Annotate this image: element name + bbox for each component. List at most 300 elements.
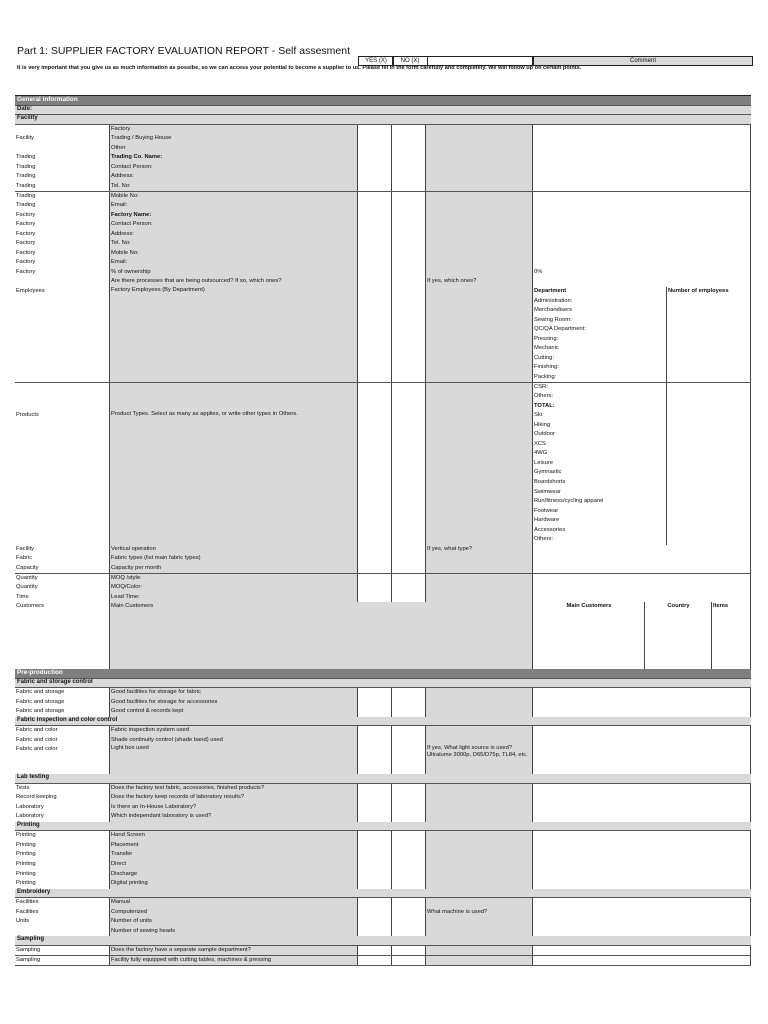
comment-input[interactable] [533, 554, 751, 564]
question-cell: Mobile No: [110, 192, 358, 202]
no-checkbox[interactable] [392, 287, 426, 297]
count-input[interactable] [667, 306, 751, 316]
category-cell [15, 659, 110, 669]
comment-input[interactable] [533, 803, 751, 813]
yes-checkbox[interactable] [358, 707, 392, 717]
no-checkbox[interactable] [392, 306, 426, 316]
no-checkbox[interactable] [392, 927, 426, 937]
comment-input[interactable] [533, 277, 751, 287]
comment-input[interactable] [533, 812, 751, 822]
no-checkbox[interactable] [392, 726, 426, 736]
no-checkbox[interactable] [392, 297, 426, 307]
comment-input[interactable] [533, 870, 751, 880]
no-checkbox[interactable] [392, 144, 426, 154]
yes-checkbox[interactable] [358, 211, 392, 221]
no-checkbox[interactable] [392, 564, 426, 574]
comment-input[interactable] [533, 192, 751, 202]
question-cell [110, 363, 358, 373]
question-cell: Contact Person: [110, 220, 358, 230]
no-checkbox[interactable] [392, 526, 426, 536]
count-input[interactable] [667, 325, 751, 335]
count-input[interactable] [667, 354, 751, 364]
no-checkbox[interactable] [392, 411, 426, 421]
category-cell [15, 421, 110, 431]
yes-checkbox[interactable] [358, 383, 392, 393]
subsection-header: Facility [15, 115, 751, 125]
comment-input[interactable] [533, 860, 751, 870]
yes-checkbox[interactable] [358, 850, 392, 860]
comment-input[interactable] [533, 908, 751, 918]
country-input[interactable] [645, 621, 712, 631]
no-checkbox[interactable] [392, 956, 426, 966]
category-cell [15, 631, 110, 641]
items-input[interactable] [712, 621, 751, 631]
comment-input[interactable] [533, 230, 751, 240]
yes-checkbox[interactable] [358, 373, 392, 383]
yes-checkbox[interactable] [358, 192, 392, 202]
no-checkbox[interactable] [392, 440, 426, 450]
list-item-label: 4WG [533, 449, 667, 459]
country-input[interactable] [645, 640, 712, 650]
category-cell: Facility [15, 134, 110, 144]
question-cell [110, 612, 533, 622]
comment-input[interactable] [533, 707, 751, 717]
no-checkbox[interactable] [392, 841, 426, 851]
count-input[interactable] [667, 459, 751, 469]
comment-input[interactable] [533, 153, 751, 163]
customer-input[interactable] [533, 612, 645, 622]
yes-checkbox[interactable] [358, 784, 392, 794]
items-input[interactable] [712, 612, 751, 622]
customer-input[interactable] [533, 650, 645, 660]
yes-checkbox[interactable] [358, 134, 392, 144]
no-checkbox[interactable] [392, 354, 426, 364]
question-cell: Factory Name: [110, 211, 358, 221]
comment-input[interactable] [533, 258, 751, 268]
no-checkbox[interactable] [392, 459, 426, 469]
yes-checkbox[interactable] [358, 287, 392, 297]
no-checkbox[interactable] [392, 898, 426, 908]
no-checkbox[interactable] [392, 277, 426, 287]
no-checkbox[interactable] [392, 698, 426, 708]
followup-cell [426, 239, 533, 249]
no-checkbox[interactable] [392, 879, 426, 889]
yes-checkbox[interactable] [358, 440, 392, 450]
country-input[interactable] [645, 631, 712, 641]
count-input[interactable] [667, 468, 751, 478]
yes-checkbox[interactable] [358, 946, 392, 956]
no-checkbox[interactable] [392, 220, 426, 230]
yes-checkbox[interactable] [358, 793, 392, 803]
no-checkbox[interactable] [392, 793, 426, 803]
no-checkbox[interactable] [392, 373, 426, 383]
no-checkbox[interactable] [392, 497, 426, 507]
comment-input[interactable] [533, 144, 751, 154]
no-checkbox[interactable] [392, 211, 426, 221]
yes-checkbox[interactable] [358, 459, 392, 469]
followup-cell [426, 125, 533, 135]
yes-checkbox[interactable] [358, 297, 392, 307]
yes-checkbox[interactable] [358, 182, 392, 192]
yes-checkbox[interactable] [358, 153, 392, 163]
yes-checkbox[interactable] [358, 841, 392, 851]
followup-cell [426, 593, 533, 603]
yes-checkbox[interactable] [358, 545, 392, 555]
count-input[interactable] [667, 392, 751, 402]
no-checkbox[interactable] [392, 917, 426, 927]
yes-checkbox[interactable] [358, 927, 392, 937]
no-checkbox[interactable] [392, 153, 426, 163]
question-cell [110, 383, 358, 393]
category-cell [15, 297, 110, 307]
followup-cell [426, 956, 533, 966]
comment-input[interactable] [533, 927, 751, 937]
yes-column-header: YES (X) [358, 56, 394, 66]
yes-checkbox[interactable] [358, 698, 392, 708]
no-checkbox[interactable] [392, 583, 426, 593]
yes-checkbox[interactable] [358, 831, 392, 841]
comment-input[interactable] [533, 249, 751, 259]
customer-input[interactable] [533, 659, 645, 669]
followup-cell [426, 449, 533, 459]
yes-checkbox[interactable] [358, 860, 392, 870]
followup-cell [426, 841, 533, 851]
yes-checkbox[interactable] [358, 258, 392, 268]
country-input[interactable] [645, 659, 712, 669]
followup-cell [426, 287, 533, 297]
no-checkbox[interactable] [392, 870, 426, 880]
yes-checkbox[interactable] [358, 507, 392, 517]
yes-checkbox[interactable] [358, 908, 392, 918]
count-input[interactable] [667, 421, 751, 431]
yes-checkbox[interactable] [358, 803, 392, 813]
count-input[interactable] [667, 478, 751, 488]
no-checkbox[interactable] [392, 688, 426, 698]
yes-checkbox[interactable] [358, 421, 392, 431]
yes-checkbox[interactable] [358, 688, 392, 698]
yes-checkbox[interactable] [358, 583, 392, 593]
category-cell: Factory [15, 230, 110, 240]
yes-checkbox[interactable] [358, 268, 392, 278]
yes-checkbox[interactable] [358, 363, 392, 373]
count-input[interactable] [667, 363, 751, 373]
no-checkbox[interactable] [392, 850, 426, 860]
comment-input[interactable] [533, 545, 751, 555]
comment-input[interactable] [533, 745, 751, 774]
comment-input[interactable] [533, 239, 751, 249]
followup-cell[interactable]: What machine is used? [426, 908, 533, 918]
items-input[interactable] [712, 640, 751, 650]
no-checkbox[interactable] [392, 516, 426, 526]
followup-cell [426, 812, 533, 822]
no-checkbox[interactable] [392, 392, 426, 402]
no-checkbox[interactable] [392, 478, 426, 488]
count-input[interactable] [667, 488, 751, 498]
yes-checkbox[interactable] [358, 316, 392, 326]
no-checkbox[interactable] [392, 344, 426, 354]
yes-checkbox[interactable] [358, 335, 392, 345]
yes-checkbox[interactable] [358, 325, 392, 335]
count-input[interactable] [667, 344, 751, 354]
yes-checkbox[interactable] [358, 516, 392, 526]
count-input[interactable] [667, 507, 751, 517]
category-cell [15, 507, 110, 517]
yes-checkbox[interactable] [358, 526, 392, 536]
yes-checkbox[interactable] [358, 239, 392, 249]
no-checkbox[interactable] [392, 803, 426, 813]
question-cell: Tel. No: [110, 239, 358, 249]
question-cell: Light box used [110, 745, 358, 774]
question-cell: Address: [110, 172, 358, 182]
comment-input[interactable] [533, 850, 751, 860]
yes-checkbox[interactable] [358, 449, 392, 459]
comment-input[interactable] [533, 574, 751, 584]
count-input[interactable] [667, 430, 751, 440]
items-input[interactable] [712, 659, 751, 669]
yes-checkbox[interactable] [358, 870, 392, 880]
comment-input[interactable] [533, 220, 751, 230]
count-input[interactable] [667, 316, 751, 326]
no-checkbox[interactable] [392, 239, 426, 249]
category-cell [15, 392, 110, 402]
followup-cell [426, 554, 533, 564]
comment-input[interactable] [533, 879, 751, 889]
no-checkbox[interactable] [392, 258, 426, 268]
no-checkbox[interactable] [392, 172, 426, 182]
count-input[interactable] [667, 440, 751, 450]
yes-checkbox[interactable] [358, 812, 392, 822]
no-checkbox[interactable] [392, 736, 426, 746]
yes-checkbox[interactable] [358, 535, 392, 545]
no-checkbox[interactable] [392, 812, 426, 822]
comment-input[interactable] [533, 831, 751, 841]
yes-checkbox[interactable] [358, 736, 392, 746]
no-checkbox[interactable] [392, 535, 426, 545]
comment-input[interactable] [533, 917, 751, 927]
table-row [15, 956, 751, 967]
no-checkbox[interactable] [392, 163, 426, 173]
yes-checkbox[interactable] [358, 306, 392, 316]
no-checkbox[interactable] [392, 182, 426, 192]
yes-checkbox[interactable] [358, 344, 392, 354]
count-input[interactable] [667, 402, 751, 412]
question-cell [110, 402, 358, 412]
followup-cell [426, 392, 533, 402]
comment-input[interactable] [533, 163, 751, 173]
no-checkbox[interactable] [392, 545, 426, 555]
yes-checkbox[interactable] [358, 478, 392, 488]
items-input[interactable] [712, 650, 751, 660]
country-input[interactable] [645, 612, 712, 622]
yes-checkbox[interactable] [358, 430, 392, 440]
category-cell [15, 144, 110, 154]
comment-input[interactable]: 0% [533, 268, 751, 278]
no-checkbox[interactable] [392, 383, 426, 393]
yes-checkbox[interactable] [358, 468, 392, 478]
comment-input[interactable] [533, 736, 751, 746]
no-checkbox[interactable] [392, 268, 426, 278]
yes-checkbox[interactable] [358, 497, 392, 507]
no-checkbox[interactable] [392, 363, 426, 373]
followup-cell [426, 172, 533, 182]
yes-checkbox[interactable] [358, 144, 392, 154]
no-checkbox[interactable] [392, 316, 426, 326]
yes-checkbox[interactable] [358, 125, 392, 135]
no-checkbox[interactable] [392, 430, 426, 440]
yes-checkbox[interactable] [358, 574, 392, 584]
customer-input[interactable] [533, 621, 645, 631]
count-input[interactable] [667, 516, 751, 526]
yes-checkbox[interactable] [358, 593, 392, 603]
yes-checkbox[interactable] [358, 201, 392, 211]
followup-cell[interactable]: If yes, What light source is used? Ultralume 3000p, D65/D75p, TL84, etc. [426, 745, 533, 774]
yes-checkbox[interactable] [358, 898, 392, 908]
no-checkbox[interactable] [392, 125, 426, 135]
list-item-label: Administration: [533, 297, 667, 307]
category-cell: Fabric and color [15, 726, 110, 736]
yes-checkbox[interactable] [358, 220, 392, 230]
followup-cell [426, 268, 533, 278]
count-input[interactable] [667, 373, 751, 383]
count-input[interactable] [667, 335, 751, 345]
section-header: General information [15, 96, 751, 106]
yes-checkbox[interactable] [358, 354, 392, 364]
no-checkbox[interactable] [392, 402, 426, 412]
subsection-header: Printing [15, 822, 751, 832]
followup-cell [426, 153, 533, 163]
no-checkbox[interactable] [392, 488, 426, 498]
comment-input[interactable] [533, 726, 751, 736]
count-input[interactable] [667, 411, 751, 421]
yes-checkbox[interactable] [358, 277, 392, 287]
comment-input[interactable] [533, 698, 751, 708]
category-cell: Trading [15, 201, 110, 211]
no-checkbox[interactable] [392, 574, 426, 584]
country-input[interactable] [645, 650, 712, 660]
followup-cell[interactable]: If yes, which ones? [426, 277, 533, 287]
comment-input[interactable] [533, 793, 751, 803]
yes-checkbox[interactable] [358, 554, 392, 564]
yes-checkbox[interactable] [358, 230, 392, 240]
no-checkbox[interactable] [392, 784, 426, 794]
category-cell [15, 927, 110, 937]
yes-checkbox[interactable] [358, 879, 392, 889]
category-cell: Printing [15, 860, 110, 870]
count-input[interactable] [667, 297, 751, 307]
yes-checkbox[interactable] [358, 172, 392, 182]
yes-checkbox[interactable] [358, 564, 392, 574]
category-cell [15, 516, 110, 526]
yes-checkbox[interactable] [358, 392, 392, 402]
followup-cell[interactable]: If yes, what type? [426, 545, 533, 555]
no-checkbox[interactable] [392, 449, 426, 459]
no-checkbox[interactable] [392, 335, 426, 345]
count-input[interactable] [667, 449, 751, 459]
yes-checkbox[interactable] [358, 402, 392, 412]
category-cell [15, 640, 110, 650]
comment-input[interactable] [533, 956, 751, 966]
comment-input[interactable] [533, 898, 751, 908]
no-checkbox[interactable] [392, 745, 426, 774]
no-checkbox[interactable] [392, 908, 426, 918]
comment-input[interactable] [533, 946, 751, 956]
no-checkbox[interactable] [392, 831, 426, 841]
yes-checkbox[interactable] [358, 488, 392, 498]
category-cell [15, 277, 110, 287]
yes-checkbox[interactable] [358, 411, 392, 421]
category-cell: Factory [15, 211, 110, 221]
list-item-label: Pressing: [533, 335, 667, 345]
followup-cell [426, 478, 533, 488]
comment-input[interactable] [533, 172, 751, 182]
followup-cell [426, 230, 533, 240]
followup-cell [426, 306, 533, 316]
customer-input[interactable] [533, 631, 645, 641]
question-cell: Discharge [110, 870, 358, 880]
question-cell [110, 440, 358, 450]
comment-input[interactable] [533, 211, 751, 221]
no-checkbox[interactable] [392, 421, 426, 431]
yes-checkbox[interactable] [358, 956, 392, 966]
yes-checkbox[interactable] [358, 745, 392, 774]
yes-checkbox[interactable] [358, 917, 392, 927]
comment-input[interactable] [533, 593, 751, 603]
no-checkbox[interactable] [392, 230, 426, 240]
comment-input[interactable] [533, 134, 751, 144]
category-cell [15, 335, 110, 345]
question-cell [110, 459, 358, 469]
followup-cell [426, 831, 533, 841]
items-input[interactable] [712, 631, 751, 641]
category-cell [15, 449, 110, 459]
question-cell: Lead Time: [110, 593, 358, 603]
yes-checkbox[interactable] [358, 249, 392, 259]
yes-checkbox[interactable] [358, 726, 392, 736]
comment-input[interactable] [533, 688, 751, 698]
comment-input[interactable] [533, 784, 751, 794]
comment-input[interactable] [533, 201, 751, 211]
question-cell: Fabric types (list main fabric types) [110, 554, 358, 564]
comment-input[interactable] [533, 841, 751, 851]
no-checkbox[interactable] [392, 201, 426, 211]
no-checkbox[interactable] [392, 249, 426, 259]
count-input[interactable] [667, 497, 751, 507]
no-checkbox[interactable] [392, 468, 426, 478]
no-checkbox[interactable] [392, 134, 426, 144]
count-input[interactable] [667, 526, 751, 536]
no-checkbox[interactable] [392, 192, 426, 202]
count-input[interactable] [667, 535, 751, 545]
no-checkbox[interactable] [392, 860, 426, 870]
no-checkbox[interactable] [392, 325, 426, 335]
yes-checkbox[interactable] [358, 163, 392, 173]
customer-input[interactable] [533, 640, 645, 650]
count-input[interactable] [667, 383, 751, 393]
no-checkbox[interactable] [392, 593, 426, 603]
no-checkbox[interactable] [392, 707, 426, 717]
no-checkbox[interactable] [392, 507, 426, 517]
question-cell: Other [110, 144, 358, 154]
department-header: Department [533, 287, 667, 297]
comment-input[interactable] [533, 583, 751, 593]
list-item-label: Ski [533, 411, 667, 421]
no-checkbox[interactable] [392, 554, 426, 564]
comment-input[interactable] [533, 564, 751, 574]
comment-input[interactable] [533, 182, 751, 192]
comment-input[interactable] [533, 125, 751, 135]
no-checkbox[interactable] [392, 946, 426, 956]
category-cell [15, 402, 110, 412]
